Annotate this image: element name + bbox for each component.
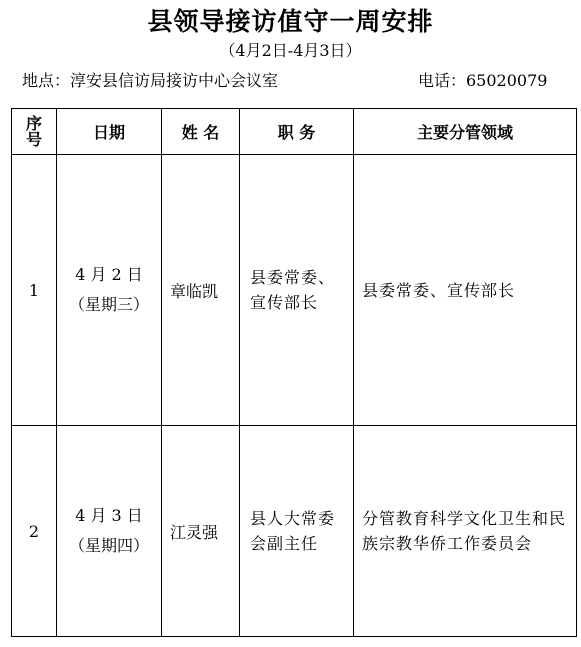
header-name: 姓 名 xyxy=(162,109,240,155)
row-date-day: 4 月 3 日 xyxy=(75,506,143,525)
row-seq: 1 xyxy=(12,155,57,426)
row-date xyxy=(57,155,162,426)
schedule-table xyxy=(11,108,577,637)
table-row xyxy=(12,426,577,637)
row-field: 分管教育科学文化卫生和民族宗教华侨工作委员会 xyxy=(354,426,577,637)
table-row xyxy=(12,155,577,426)
header-field: 主要分管领域 xyxy=(354,109,577,155)
header-seq-label: 序号 xyxy=(26,113,43,149)
row-position: 县委常委、宣传部长 xyxy=(240,155,354,426)
row-position: 县人大常委会副主任 xyxy=(240,426,354,637)
date-range-subtitle: （4月2日-4月3日） xyxy=(219,41,362,60)
row-date xyxy=(57,426,162,637)
page-title: 县领导接访值守一周安排 xyxy=(147,7,434,36)
row-date-weekday: （星期四） xyxy=(68,536,149,555)
row-date-weekday: （星期三） xyxy=(68,295,149,314)
row-name: 章临凯 xyxy=(162,155,240,426)
row-date-day: 4 月 2 日 xyxy=(75,265,143,284)
phone-text: 电话：65020079 xyxy=(418,71,548,90)
row-seq: 2 xyxy=(12,426,57,637)
row-field: 县委常委、宣传部长 xyxy=(354,155,577,426)
header-seq xyxy=(12,109,57,155)
location-text: 地点：淳安县信访局接访中心会议室 xyxy=(22,71,279,90)
header-position: 职 务 xyxy=(240,109,354,155)
table-header-row xyxy=(12,109,577,155)
row-name: 江灵强 xyxy=(162,426,240,637)
header-date: 日期 xyxy=(57,109,162,155)
